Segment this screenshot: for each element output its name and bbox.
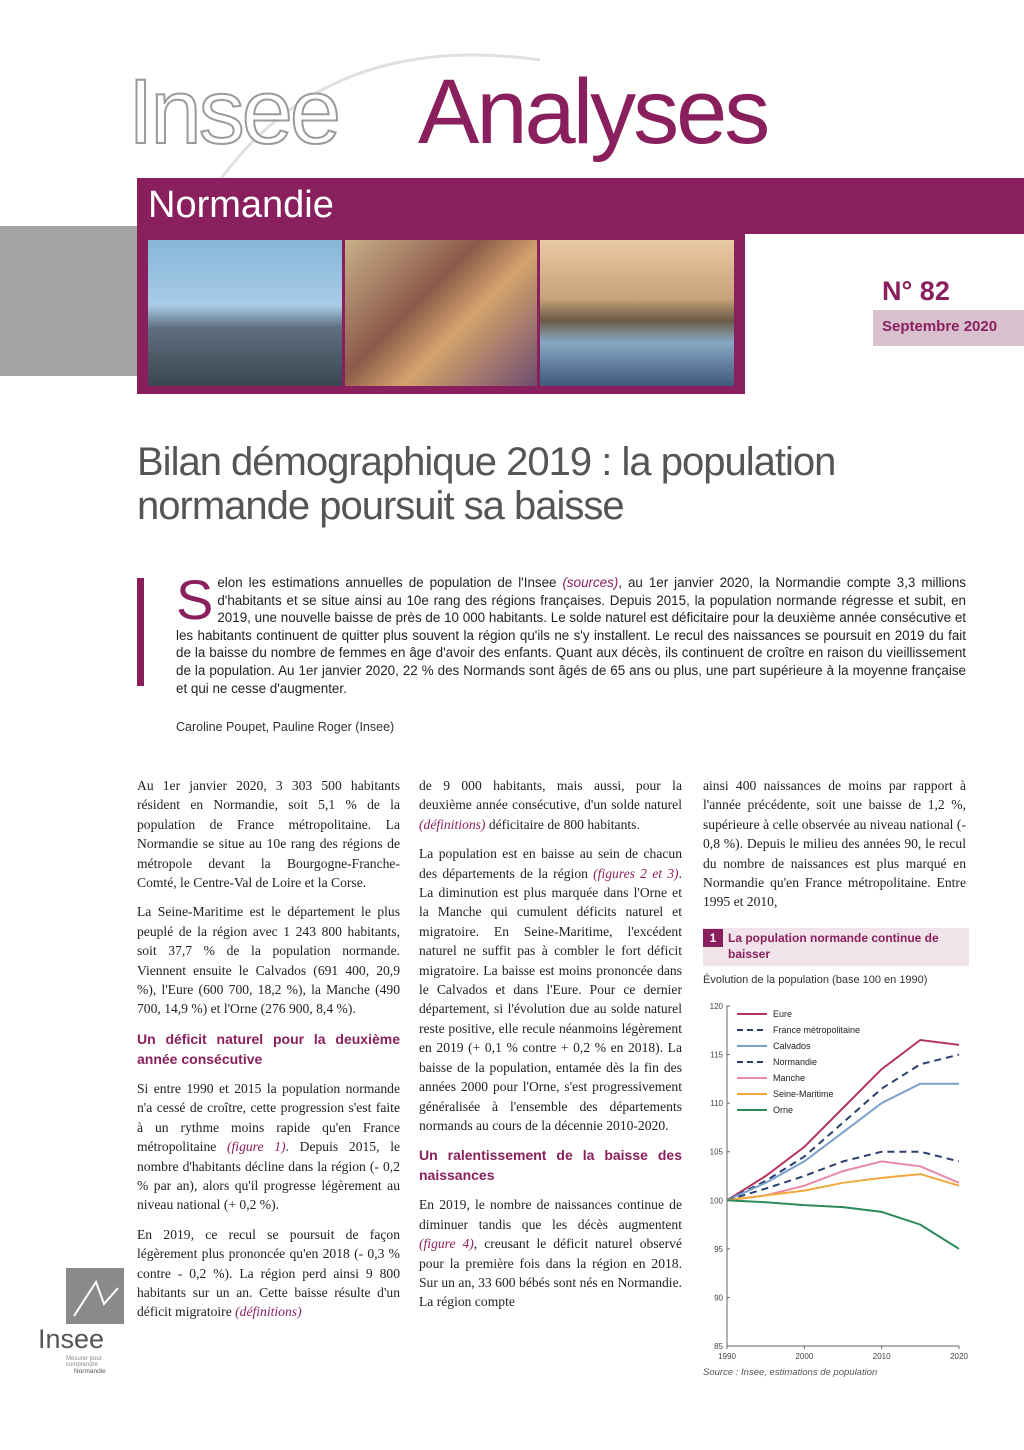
y-tick-label: 90: [714, 1293, 723, 1303]
figure-4-link[interactable]: (figure 4): [419, 1236, 474, 1252]
text: déficitaire de 800 habitants.: [485, 816, 640, 832]
definitions-link[interactable]: (définitions): [235, 1304, 302, 1320]
y-tick-label: 95: [714, 1244, 723, 1254]
population-line-chart: [703, 996, 968, 1364]
text: En 2019, le nombre de naissances continue de diminuer tandis que les décès augmentent: [419, 1197, 682, 1232]
legend-label: Normandie: [773, 1057, 818, 1067]
issue-number: N° 82: [882, 276, 950, 306]
authors: Caroline Poupet, Pauline Roger (Insee): [176, 720, 395, 734]
x-tick-label: 2010: [872, 1352, 891, 1361]
figure-title: La population normande continue de baisser: [728, 931, 939, 961]
figure-number: 1: [703, 929, 723, 947]
section-heading: Un ralentissement de la baisse des naissances: [419, 1147, 682, 1184]
paragraph: [419, 1195, 682, 1311]
lead-dropcap: S: [176, 568, 214, 631]
region-name: Normandie: [148, 184, 334, 226]
x-tick-label: 2000: [795, 1352, 814, 1361]
y-tick-label: 85: [714, 1342, 723, 1351]
series-line: [727, 1200, 959, 1249]
masthead-series: Analyses: [418, 61, 768, 163]
figure-1-link[interactable]: (figure 1): [227, 1139, 286, 1155]
y-tick-label: 110: [710, 1099, 723, 1109]
text: Si entre 1990 et 2015 la population normande n'a cessé de croître, cette progression s'est faite à un rythme moins rapide qu'en France métropolitaine: [137, 1080, 400, 1155]
y-tick-label: 105: [709, 1147, 723, 1157]
x-tick-label: 2020: [950, 1352, 968, 1361]
photo-crowd: [345, 240, 537, 386]
paragraph: [137, 1079, 400, 1215]
text: . La diminution est plus marquée dans l'Orne et la Manche qui cumulent déficits naturel et migratoire. En Seine-Maritime, l'excédent naturel ne suffit pas à combler le fort déficit migratoire. La baisse est moins prononcée dans le Calvados et dans l'Eure. Pour ce dernier département, si l'évolution due au solde naturel reste positive, elle recule néanmoins légèrement en 2019 (+ 0,1 % contre + 0,2 % en 2018). La baisse de la population, entamée dès la fin des années 2000 pour l'Orne, s'est progressivement généralisée à l'ensemble des départements normands au cours de la décennie 2010-2020.: [419, 865, 682, 1133]
paragraph: La Seine-Maritime est le département le plus peuplé de la région avec 1 243 800 habitants, soit 37,7 % de la population normande. Viennent ensuite le Calvados (691 400, 20,9 %), l'Eure (600 700, 18,2 %), la Manche (490 700, 14,9 %) et l'Orne (276 900, 8,4 %).: [137, 904, 400, 1017]
y-tick-label: 120: [709, 1002, 723, 1011]
y-tick-label: 100: [709, 1196, 723, 1206]
chart-legend: [737, 1009, 860, 1115]
lead-text-2: , au 1er janvier 2020, la Normandie compte 3,3 millions d'habitants et se situe ainsi au 10e rang des régions françaises. Depuis 2015, la population normande régresse et subit, en 2019, une nouvelle baisse de près de 10 000 habitants. Le solde naturel est déficitaire pour la deuxième année consécutive et les habitants continuent de quitter plus souvent la région qu'ils ne s'y installent. Le recul des naissances se poursuit en 2019 du fait de la baisse du nombre de femmes en âge d'avoir des enfants. Quant aux décès, ils continuent de croître en raison du vieillissement de la population. Au 1er janvier 2020, 22 % des Normands sont âgés de 65 ans ou plus, une part supérieure à la moyenne française et qui ne cesse d'augmenter.: [176, 575, 966, 696]
photo-ferry-harbour: [148, 240, 342, 386]
chart-axes: [710, 1002, 969, 1361]
paragraph: [419, 844, 682, 1135]
legend-label: Manche: [773, 1073, 806, 1083]
logo-region: Normandie: [74, 1368, 106, 1375]
paragraph: [137, 1225, 400, 1322]
legend-label: Seine-Maritime: [773, 1089, 834, 1099]
body-column-1: [137, 776, 400, 1332]
figure-subtitle: Évolution de la population (base 100 en 1990): [703, 974, 928, 986]
text: . Depuis 2015, le nombre d'habitants décline dans la région (- 0,2 % par an), alors qu'il progresse légèrement au niveau national (+ 0,2 %).: [137, 1139, 401, 1213]
legend-label: Eure: [773, 1009, 793, 1019]
sources-link[interactable]: (sources): [562, 575, 619, 590]
definitions-link[interactable]: (définitions): [419, 816, 486, 832]
legend-label: Calvados: [773, 1041, 811, 1051]
lead-paragraph: [176, 568, 966, 697]
legend-label: France métropolitaine: [773, 1025, 861, 1035]
text: de 9 000 habitants, mais aussi, pour la deuxième année consécutive, d'un solde naturel: [419, 778, 682, 813]
text: En 2019, ce recul se poursuit de façon légèrement plus prononcée qu'en 2018 (- 0,3 % contre - 0,2 %). La région perd ainsi 9 800 habitants sur un an. Cette baisse résulte d'un déficit migratoire: [137, 1226, 400, 1320]
lead-accent-bar: [137, 578, 144, 686]
photo-mont-saint-michel: [540, 240, 734, 386]
text: , creusant le déficit naturel observé pour la première fois dans la région en 2018. Sur un an, 33 600 bébés sont nés en Normandie. La région compte: [419, 1236, 682, 1310]
chart-series-lines: [727, 1040, 959, 1249]
legend-label: Orne: [773, 1105, 794, 1115]
x-tick-label: 1990: [718, 1352, 736, 1361]
paragraph: ainsi 400 naissances de moins par rapport à l'année précédente, soit une baisse de 1,2 %, supérieure à celle observée au niveau national (- 0,8 %). Depuis le milieu des années 90, le recul du nombre de naissances est plus marqué en Normandie qu'en France métropolitaine. Entre 1995 et 2010,: [703, 778, 966, 910]
body-column-2: [419, 776, 682, 1322]
y-tick-label: 115: [710, 1050, 723, 1060]
insee-logo-mark: [66, 1268, 124, 1324]
series-line: [727, 1161, 959, 1200]
article-title: Bilan démographique 2019 : la population normande poursuit sa baisse: [137, 440, 836, 528]
body-column-3: [703, 776, 966, 922]
figure-source: Source : Insee, estimations de population: [703, 1367, 878, 1378]
logo-tagline: Mesurer pour comprendre: [66, 1356, 102, 1368]
lead-text-1: elon les estimations annuelles de population de l'Insee: [217, 575, 563, 590]
logo-wordmark: Insee: [38, 1324, 105, 1354]
paragraph: Au 1er janvier 2020, 3 303 500 habitants résident en Normandie, soit 5,1 % de la population de France métropolitaine. La Normandie se situe au 10e rang des régions de métropole devant la Bourgogne-Franche-Comté, le Centre-Val de Loire et la Corse.: [137, 778, 400, 891]
section-heading: Un déficit naturel pour la deuxième année consécutive: [137, 1030, 400, 1067]
text: La population est en baisse au sein de chacun des départements de la région: [419, 846, 682, 881]
paragraph: [419, 776, 682, 834]
masthead-brand: Insee: [128, 61, 339, 163]
issue-date: Septembre 2020: [882, 318, 998, 335]
logo-swoosh-icon: [66, 1268, 124, 1324]
figures-2-3-link[interactable]: (figures 2 et 3): [593, 865, 679, 881]
